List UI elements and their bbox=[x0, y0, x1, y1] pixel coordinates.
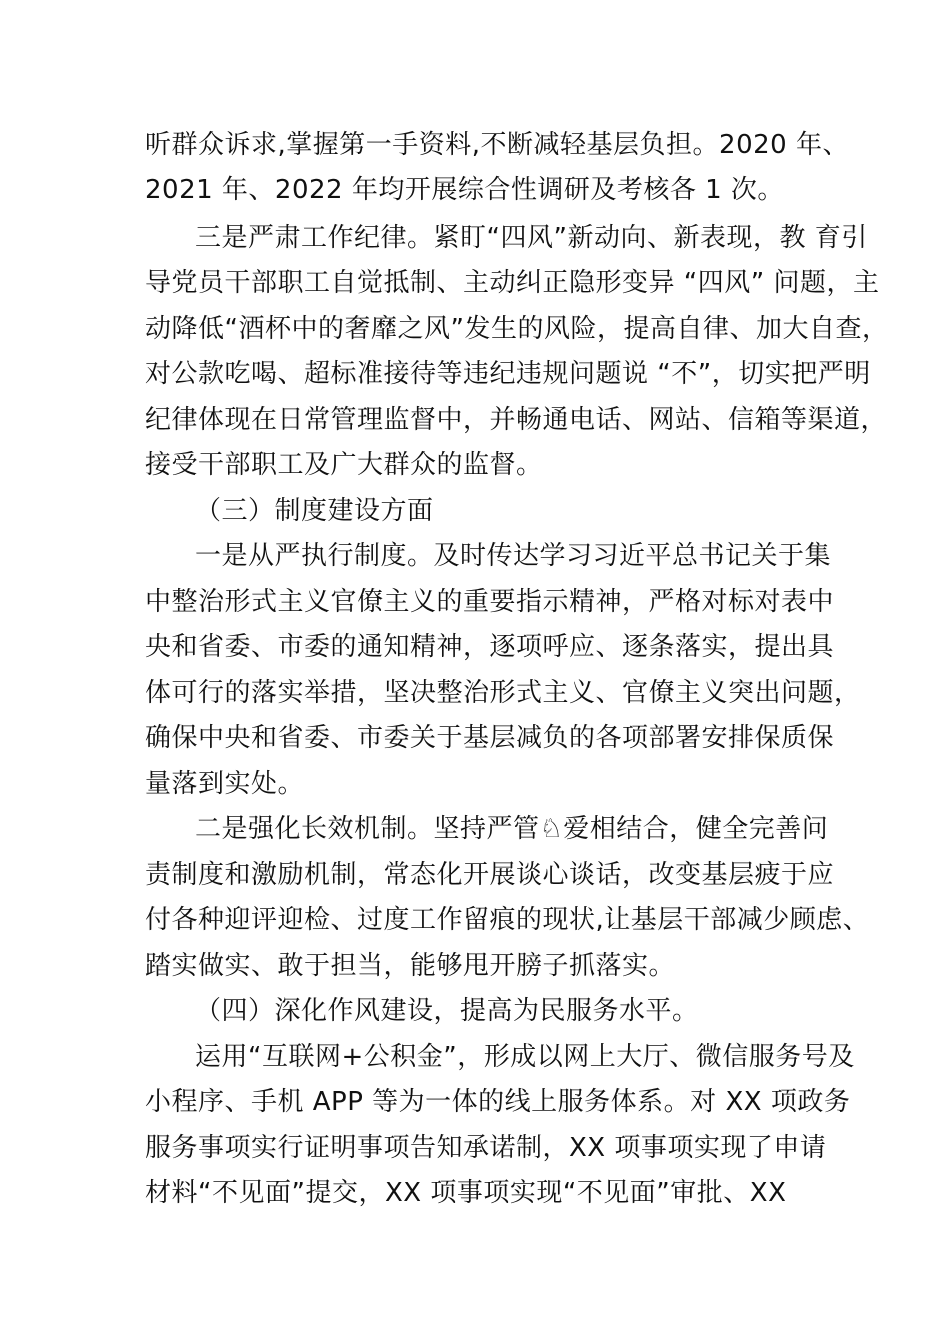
text-line: 导党员干部职工自觉抵制、主动纠正隐形变异 “四风” 问题，主 bbox=[145, 268, 880, 298]
text-line: 付各种迎评迎检、过度工作留痕的现状,让基层干部减少顾虑、 bbox=[145, 905, 870, 935]
text-line: 三是严肃工作纪律。紧盯“四风”新动向、新表现，教 育引 bbox=[195, 223, 868, 253]
text-line: 纪律体现在日常管理监督中，并畅通电话、网站、信箱等渠道， bbox=[145, 405, 888, 435]
text-line: 确保中央和省委、市委关于基层减负的各项部署安排保质保 bbox=[145, 723, 835, 753]
text-line: 材料“不见面”提交，XX 项事项实现“不见面”审批、XX bbox=[145, 1178, 787, 1208]
text-line: 听群众诉求,掌握第一手资料,不断减轻基层负担。2020 年、 bbox=[145, 130, 849, 160]
text-line: 服务事项实行证明事项告知承诺制，XX 项事项实现了申请 bbox=[145, 1133, 827, 1163]
text-line: 一是从严执行制度。及时传达学习习近平总书记关于集 bbox=[195, 541, 832, 571]
text-line: 体可行的落实举措，坚决整治形式主义、官僚主义突出问题， bbox=[145, 678, 861, 708]
text-line: 责制度和激励机制，常态化开展谈心谈话，改变基层疲于应 bbox=[145, 860, 835, 890]
text-line: 量落到实处。 bbox=[145, 769, 305, 799]
section-heading: （三）制度建设方面 bbox=[195, 496, 434, 526]
text-line: 踏实做实、敢于担当，能够甩开膀子抓落实。 bbox=[145, 951, 676, 981]
text-line: 小程序、手机 APP 等为一体的线上服务体系。对 XX 项政务 bbox=[145, 1087, 851, 1117]
text-line: 二是强化长效机制。坚持严管♘爱相结合，健全完善问 bbox=[195, 814, 829, 844]
text-line: 中整治形式主义官僚主义的重要指示精神，严格对标对表中 bbox=[145, 587, 835, 617]
text-line: 运用“互联网+公积金”，形成以网上大厅、微信服务号及 bbox=[195, 1042, 855, 1072]
text-line: 对公款吃喝、超标准接待等违纪违规问题说 “不”，切实把严明 bbox=[145, 359, 871, 389]
text-line: 央和省委、市委的通知精神，逐项呼应、逐条落实，提出具 bbox=[145, 632, 835, 662]
text-line: 动降低“酒杯中的奢靡之风”发生的风险，提高自律、加大自查， bbox=[145, 314, 889, 344]
text-line: 接受干部职工及广大群众的监督。 bbox=[145, 450, 543, 480]
text-line: 2021 年、2022 年均开展综合性调研及考核各 1 次。 bbox=[145, 175, 784, 205]
section-heading: （四）深化作风建设，提高为民服务水平。 bbox=[195, 996, 699, 1026]
